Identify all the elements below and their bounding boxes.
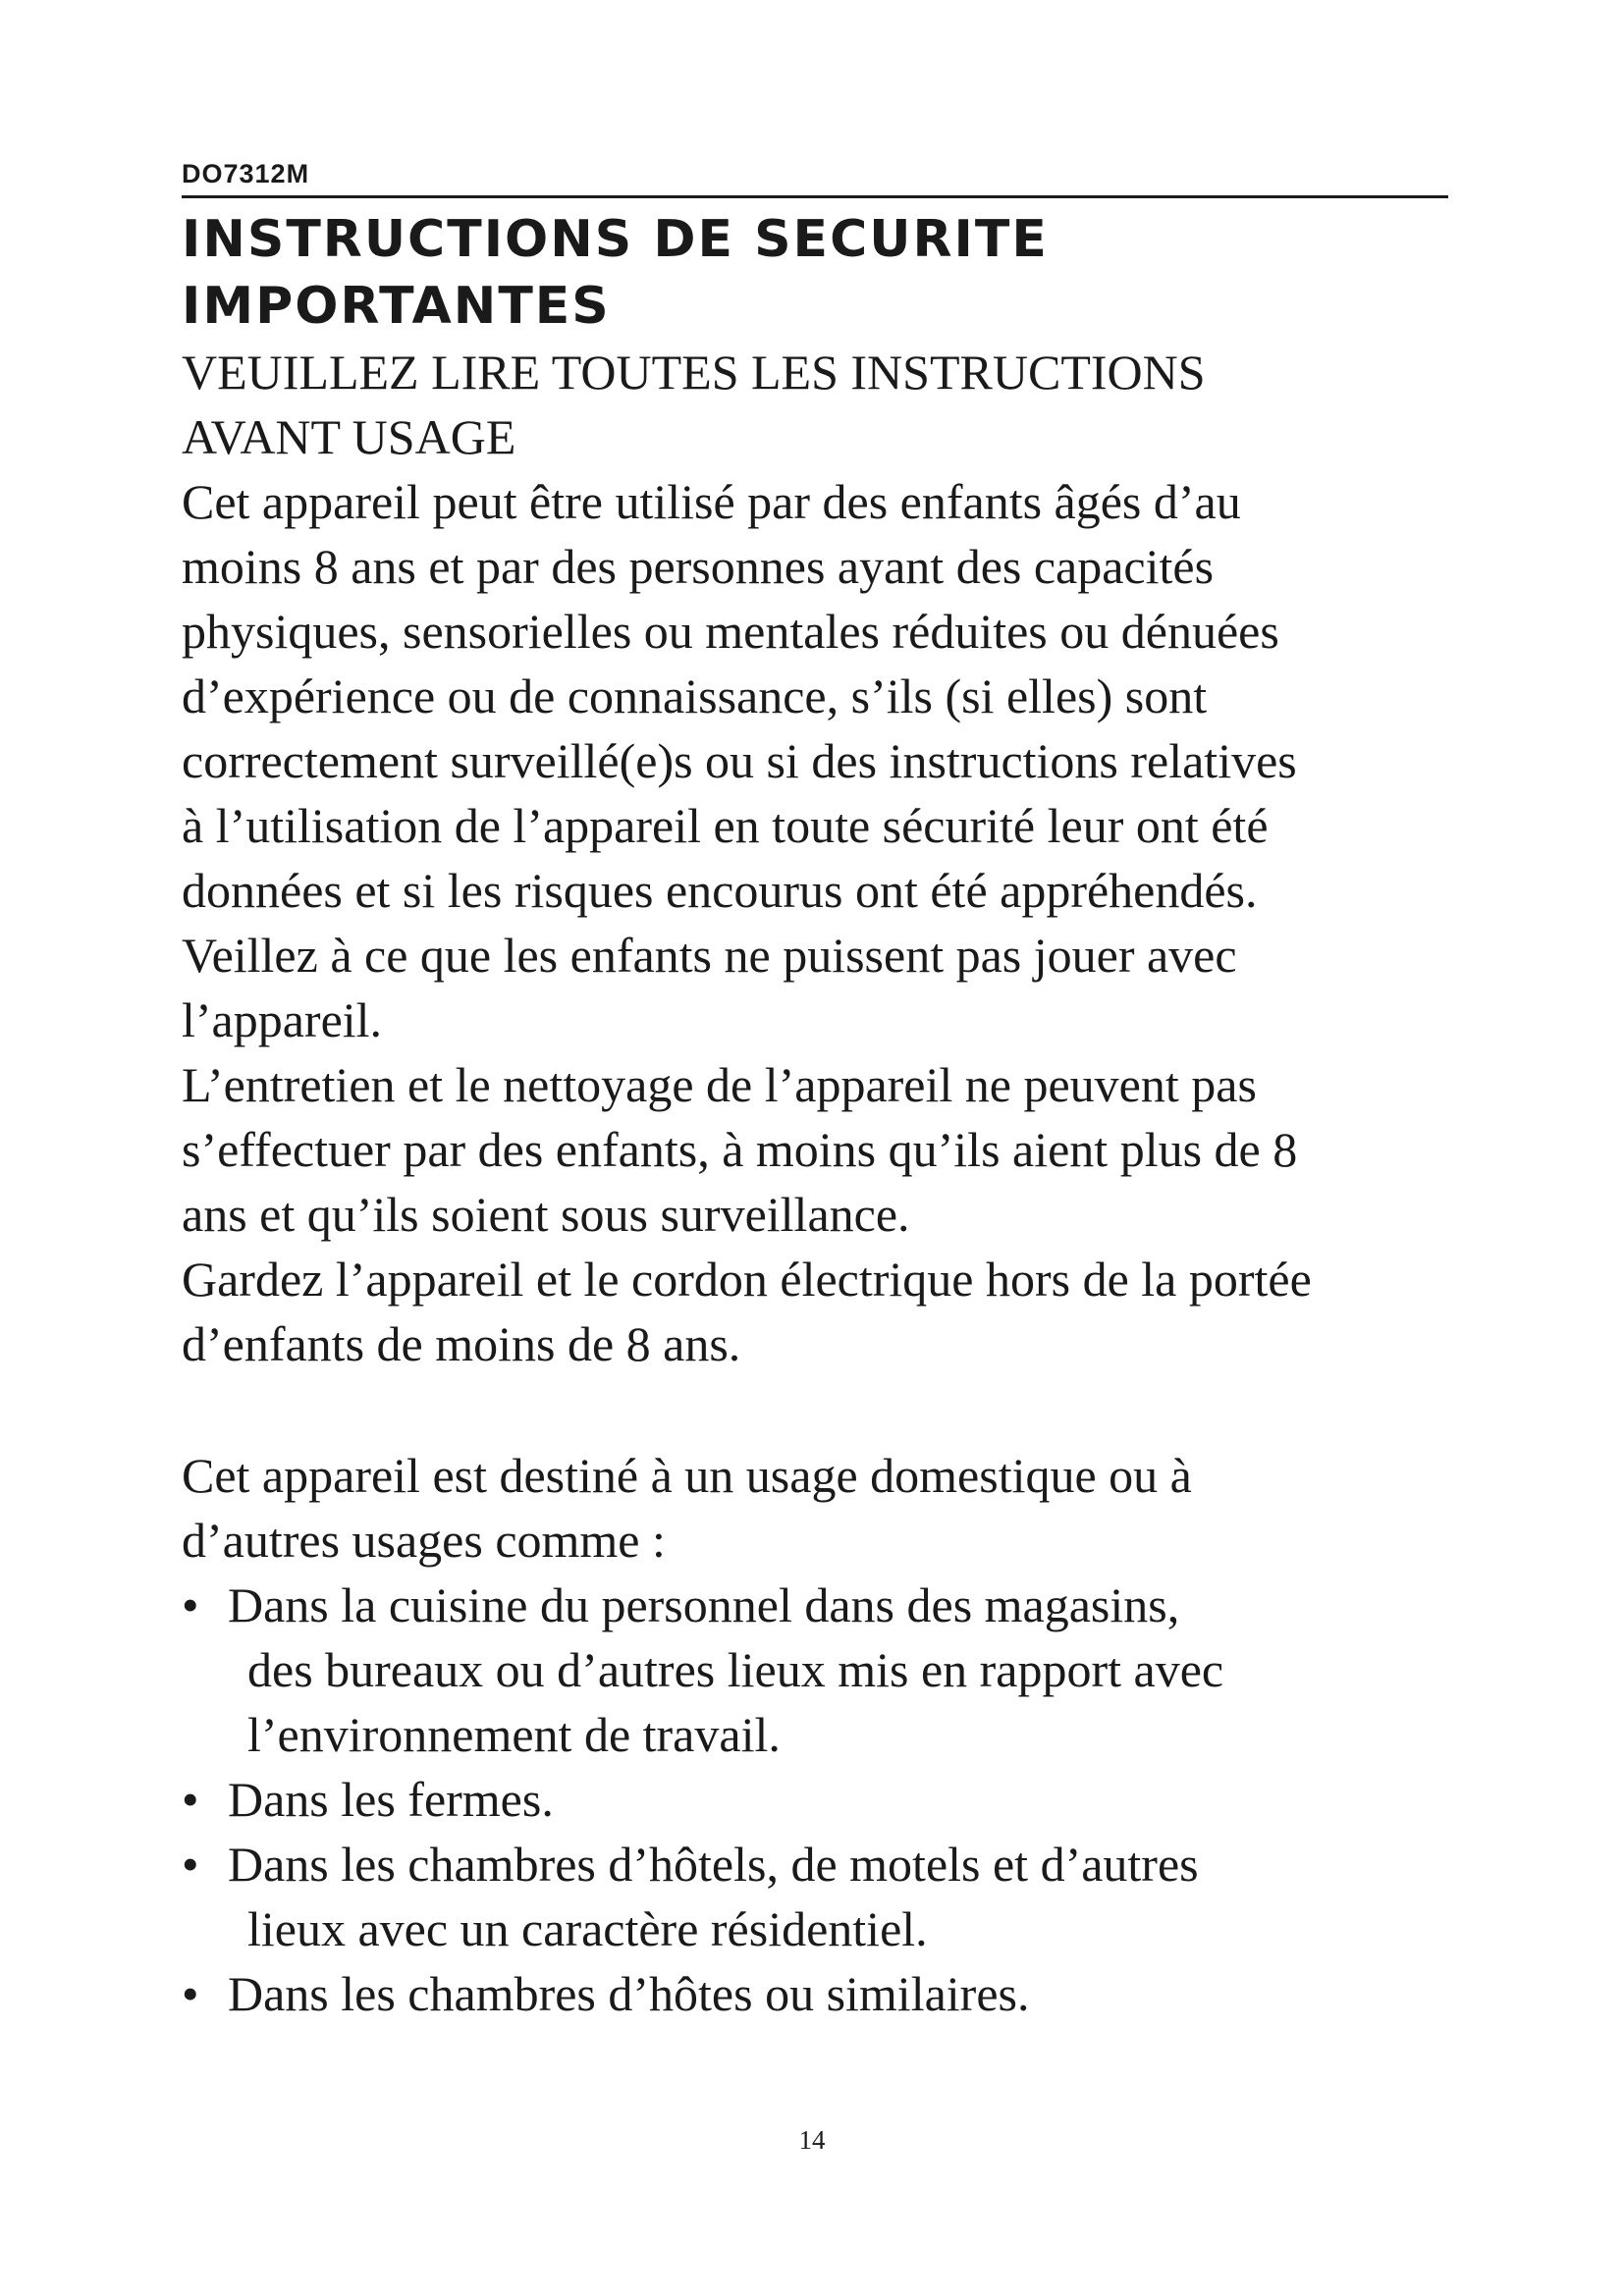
bullet-text: Dans la cuisine du personnel dans des magasins,: [228, 1577, 1180, 1632]
body-line: physiques, sensorielles ou mentales réduites ou dénuées: [182, 604, 1279, 659]
body-line: correctement surveillé(e)s ou si des instructions relatives: [182, 733, 1297, 788]
page-number: 14: [798, 2125, 826, 2155]
usage-intro-line: Cet appareil est destiné à un usage domestique ou à: [182, 1448, 1192, 1503]
subtitle-line: AVANT USAGE: [182, 409, 516, 464]
usage-intro-line: d’autres usages comme :: [182, 1513, 666, 1568]
body-line: à l’utilisation de l’appareil en toute sécurité leur ont été: [182, 798, 1269, 853]
body-line: données et si les risques encourus ont été appréhendés.: [182, 863, 1258, 918]
bullet-icon: •: [182, 1837, 199, 1892]
title-line: INSTRUCTIONS DE SECURITE: [182, 210, 1049, 269]
subtitle-line: VEUILLEZ LIRE TOUTES LES INSTRUCTIONS: [182, 345, 1206, 400]
bullet-item: [182, 1576, 1179, 1633]
body-line: d’enfants de moins de 8 ans.: [182, 1316, 741, 1371]
bullet-text: Dans les fermes.: [228, 1772, 554, 1827]
bullet-item: [182, 1836, 1199, 1893]
bullet-continuation: des bureaux ou d’autres lieux mis en rapport avec: [247, 1642, 1224, 1697]
model-number: DO7312M: [182, 159, 310, 188]
body-line: moins 8 ans et par des personnes ayant des capacités: [182, 539, 1215, 594]
body-line: l’appareil.: [182, 992, 383, 1047]
body-line: L’entretien et le nettoyage de l’appareil ne peuvent pas: [182, 1057, 1257, 1112]
bullet-icon: •: [182, 1966, 199, 2021]
bullet-continuation: l’environnement de travail.: [247, 1707, 781, 1762]
bullet-text: Dans les chambres d’hôtels, de motels et d’autres: [228, 1837, 1199, 1892]
bullet-icon: •: [182, 1577, 199, 1632]
bullet-icon: •: [182, 1772, 199, 1827]
title-line: IMPORTANTES: [182, 277, 611, 336]
body-line: Cet appareil peut être utilisé par des enfants âgés d’au: [182, 474, 1241, 529]
body-line: ans et qu’ils soient sous surveillance.: [182, 1187, 910, 1242]
header-divider: [182, 195, 1448, 198]
bullet-item: [182, 1771, 554, 1828]
body-line: s’effectuer par des enfants, à moins qu’ils aient plus de 8: [182, 1122, 1298, 1177]
bullet-text: Dans les chambres d’hôtes ou similaires.: [228, 1966, 1030, 2021]
body-line: Veillez à ce que les enfants ne puissent pas jouer avec: [182, 928, 1237, 983]
page-title: [182, 206, 1448, 340]
body-line: d’expérience ou de connaissance, s’ils (si elles) sont: [182, 668, 1208, 723]
bullet-continuation: lieux avec un caractère résidentiel.: [247, 1901, 928, 1956]
body-line: Gardez l’appareil et le cordon électrique hors de la portée: [182, 1252, 1312, 1307]
bullet-item: [182, 1965, 1029, 2022]
